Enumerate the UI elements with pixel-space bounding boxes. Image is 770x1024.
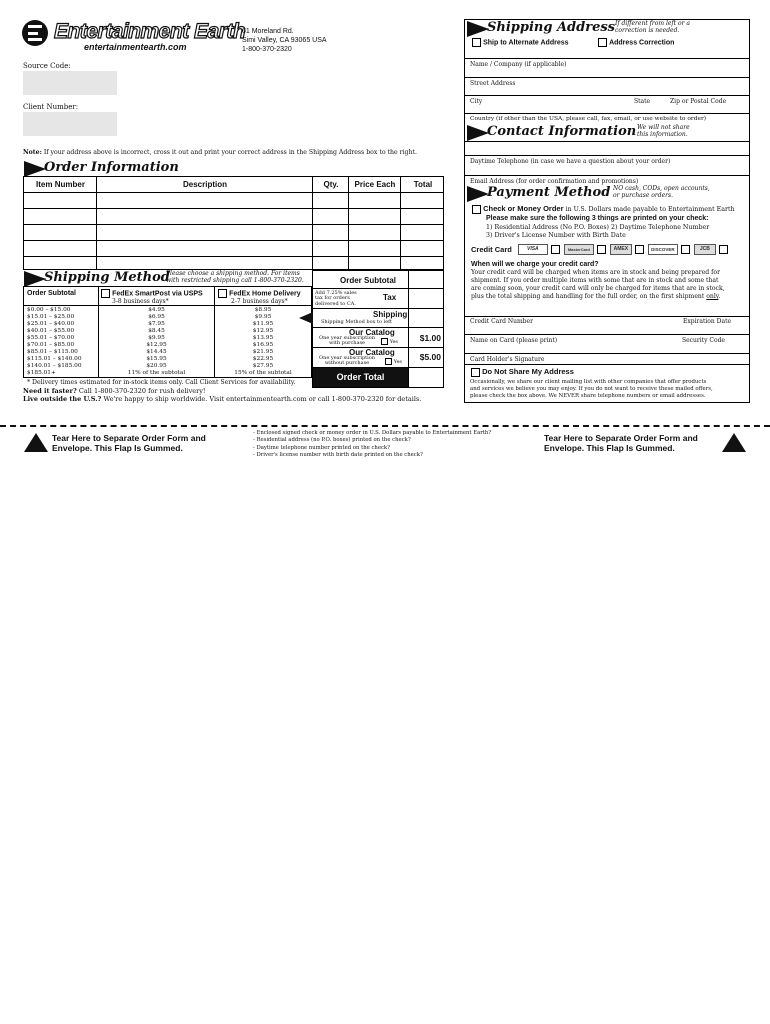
rate-usps: $14.45 <box>146 349 167 355</box>
catalog1-note-1: One year subscription <box>319 335 375 341</box>
name-company-label: Name / Company (if applicable) <box>470 61 567 68</box>
company-logo <box>22 20 246 54</box>
catalog1-yes-label: Yes <box>389 339 398 345</box>
zip-label: Zip or Postal Code <box>670 98 727 105</box>
credit-card-row <box>471 244 728 255</box>
tear-arrow-left-icon <box>24 433 48 452</box>
ship-addr-note-2: correction is needed. <box>615 26 680 34</box>
order-row-5[interactable] <box>24 257 443 269</box>
shipping-footnote: * Delivery times estimated for in-stock items only. Call Client Services for availability. <box>27 379 296 386</box>
shipping-rates-table <box>23 286 312 378</box>
rate-range: $0.00 – $15.00 <box>27 307 71 313</box>
contact-note-1: We will not share <box>637 124 690 131</box>
cc-number-label: Credit Card Number <box>470 318 533 325</box>
daytime-phone-label: Daytime Telephone (in case we have a question about your order) <box>470 158 671 165</box>
order-row-1[interactable] <box>24 193 443 208</box>
name-on-card-field[interactable] <box>465 326 750 334</box>
tax-note-1: Add 7.25% sales <box>315 290 357 296</box>
home-delivery-days: 2-7 business days* <box>231 298 288 305</box>
name-on-card-label: Name on Card (please print) <box>470 337 558 344</box>
rate-range: $115.01 – $140.00 <box>27 356 82 362</box>
arrow-icon <box>467 21 489 37</box>
usps-days: 3-8 business days* <box>112 298 169 305</box>
alternate-address-checkbox[interactable] <box>472 38 481 47</box>
signature-label: Card Holder's Signature <box>470 356 545 363</box>
arrow-icon <box>24 271 46 287</box>
usps-label: FedEx SmartPost via USPS <box>112 290 203 298</box>
tear-right-line-2: Envelope. This Flap Is Gummed. <box>544 443 675 453</box>
shipping-method-title: Shipping Method <box>44 270 170 285</box>
payment-method-title: Payment Method <box>487 185 611 200</box>
contact-information-header <box>467 124 747 141</box>
catalog-with-purchase-label: Our Catalog <box>349 328 395 337</box>
company-phone: 1-800-370-2320 <box>242 46 292 53</box>
tax-label: Tax <box>383 293 397 302</box>
check-money-order-label: Check or Money Order <box>483 204 564 213</box>
need-it-faster <box>23 387 421 403</box>
daytime-phone-field[interactable] <box>465 142 750 155</box>
city-state-zip-field[interactable] <box>465 96 750 112</box>
do-not-share-checkbox[interactable] <box>471 368 480 377</box>
usps-checkbox[interactable] <box>101 289 110 298</box>
shipping-method-header <box>24 270 314 287</box>
expiration-label: Expiration Date <box>683 318 732 325</box>
name-company-field[interactable] <box>465 59 750 76</box>
contact-information-title: Contact Information <box>487 124 637 139</box>
jcb-icon: JCB <box>694 244 716 255</box>
order-subtotal-label: Order Subtotal <box>339 276 396 285</box>
payment-method-header <box>467 185 747 202</box>
rate-range: $185.01+ <box>27 370 56 376</box>
order-row-3[interactable] <box>24 225 443 240</box>
privacy-line-2: and services we believe you may enjoy. If you do not want to receive these mailed offers, <box>470 385 713 392</box>
mastercard-icon: MasterCard <box>564 244 594 255</box>
order-information-title: Order Information <box>44 160 179 175</box>
check-money-order-option[interactable] <box>472 204 735 214</box>
note-prefix: Note: <box>23 149 42 156</box>
rate-home: $27.95 <box>252 363 274 369</box>
order-row-4[interactable] <box>24 241 443 256</box>
rate-range: $40.01 – $55.00 <box>27 328 75 334</box>
address-note <box>23 149 417 156</box>
arrow-icon <box>24 161 46 177</box>
shipping-address-title: Shipping Address <box>487 20 615 35</box>
do-not-share-option[interactable] <box>471 367 574 377</box>
charge-line-3: are coming soon, your credit card will only be charged for items that are in stock, <box>471 285 725 292</box>
contact-note-2: this information. <box>637 130 688 138</box>
rate-range: $70.01 – $85.00 <box>27 342 75 348</box>
rates-col-subtotal: Order Subtotal <box>27 290 77 297</box>
amex-checkbox[interactable] <box>635 245 644 254</box>
arrow-icon <box>467 125 489 141</box>
home-delivery-label: FedEx Home Delivery <box>229 290 301 298</box>
check-reminder-2: - Residential address (no P.O. boxes) printed on the check? <box>253 437 411 444</box>
shipping-note-2: with restricted shipping call 1-800-370-2320. <box>166 276 304 284</box>
rate-home: $13.95 <box>252 335 274 341</box>
street-address-field[interactable] <box>465 78 750 94</box>
rate-home: $12.95 <box>252 328 274 334</box>
rate-range: $55.01 – $70.00 <box>27 335 75 341</box>
check-note: in U.S. Dollars made payable to Entertainment Earth <box>565 206 735 213</box>
address-correction-label: Address Correction <box>609 39 675 47</box>
signature-field[interactable] <box>465 345 750 353</box>
order-total-label: Order Total <box>313 368 408 387</box>
tear-line <box>0 425 770 427</box>
note-text: If your address above is incorrect, cross it out and print your correct address in the Shipping Address box to the right. <box>43 149 417 156</box>
catalog2-yes-option[interactable] <box>385 358 402 365</box>
rate-range: $25.01 – $40.00 <box>27 321 75 327</box>
need-faster-label: Need it faster? <box>23 387 77 395</box>
check-reminder-1: - Enclosed signed check or money order in U.S. Dollars payable to Entertainment Earth? <box>253 430 492 436</box>
col-price-each: Price Each <box>354 180 396 189</box>
tax-note-2: tax for orders <box>315 295 350 302</box>
address-correction-checkbox[interactable] <box>598 38 607 47</box>
source-code-label: Source Code: <box>23 62 71 70</box>
privacy-line-1: Occasionally, we share our client mailing list with other companies that offer products <box>470 379 707 385</box>
security-code-label: Security Code <box>682 337 725 344</box>
catalog1-checkbox[interactable] <box>381 338 388 345</box>
company-address <box>242 27 327 54</box>
tear-left-line-2: Envelope. This Flap Is Gummed. <box>52 443 183 453</box>
check-item-2: 3) Driver's License Number with Birth Date <box>486 232 626 239</box>
tax-note-3: delivered to CA. <box>315 300 356 307</box>
catalog-without-purchase-label: Our Catalog <box>349 348 395 357</box>
rate-range: $140.01 – $185.00 <box>27 363 82 369</box>
charge-only: only <box>706 293 719 300</box>
alternate-address-option[interactable] <box>472 38 569 47</box>
col-description: Description <box>182 180 227 189</box>
discover-icon: DISCOVER <box>648 244 678 255</box>
charge-line-4: plus the total shipping and handling for the full order, on the first shipment <box>471 293 705 300</box>
client-number-field[interactable] <box>23 112 117 136</box>
street-address-label: Street Address <box>470 80 516 87</box>
city-label: City <box>470 98 483 105</box>
shipping-label: Shipping <box>373 310 408 319</box>
source-code-field[interactable] <box>23 71 117 95</box>
catalog1-note-2: with purchase <box>328 340 366 346</box>
rate-home: $21.95 <box>252 349 274 355</box>
address-correction-option[interactable] <box>598 38 674 47</box>
col-item-number: Item Number <box>36 180 85 189</box>
rate-usps: $9.95 <box>148 335 165 341</box>
discover-checkbox[interactable] <box>681 245 690 254</box>
check-item-1: 1) Residential Address (No P.O. Boxes) 2) Daytime Telephone Number <box>486 224 710 231</box>
check-reminder-4: - Driver's license number with birth date printed on the check? <box>253 451 423 458</box>
charge-line-1: Your credit card will be charged when items are in stock and being prepared for <box>471 269 720 276</box>
check-instructions: Please make sure the following 3 things are printed on your check: <box>486 215 709 222</box>
rate-usps: $4.95 <box>148 307 165 313</box>
do-not-share-label: Do Not Share My Address <box>482 367 574 376</box>
catalog2-note <box>319 356 375 366</box>
rate-usps: $7.95 <box>148 321 165 327</box>
privacy-line-3: please check the box above. We NEVER share telephone numbers or email addresses. <box>470 392 706 399</box>
catalog2-note-2: without purchase <box>324 360 370 366</box>
rate-home: 15% of the subtotal <box>234 370 292 376</box>
international-text: We're happy to ship worldwide. Visit entertainmentearth.com or call 1-800-370-2320 for details. <box>103 395 422 403</box>
col-qty: Qty. <box>323 180 339 189</box>
catalog2-yes-label: Yes <box>393 359 402 365</box>
rate-home: $16.95 <box>252 342 274 348</box>
country-field[interactable] <box>465 114 750 124</box>
shipping-note-1: Please choose a shipping method. For items <box>166 270 300 277</box>
rate-usps: $12.95 <box>146 342 167 348</box>
amex-icon: AMEX <box>610 244 632 255</box>
rate-usps: $20.95 <box>146 363 167 369</box>
rate-range: $15.01 – $25.00 <box>27 314 75 320</box>
alternate-address-label: Ship to Alternate Address <box>483 39 569 47</box>
check-money-order-checkbox[interactable] <box>472 205 481 214</box>
email-label: Email Address (for order confirmation and promotions) <box>470 178 639 185</box>
mastercard-checkbox[interactable] <box>597 245 606 254</box>
tax-note <box>315 291 357 307</box>
catalog2-price: $5.00 <box>419 352 441 362</box>
state-label: State <box>634 98 651 105</box>
shipping-total-note: Shipping Method box to left <box>321 319 393 325</box>
tear-left-line-1: Tear Here to Separate Order Form and <box>52 433 206 443</box>
check-reminder-3: - Daytime telephone number printed on the check? <box>253 444 390 451</box>
catalog2-note-1: One year subscription <box>319 355 375 361</box>
charge-explanation: Your credit card will be charged when items are in stock and being prepared for shipment. If you order multiple items with some that are in stock and some that are coming soon, your credit card will only be charged for items that are in stock, plus the total shipping and handling for the full order, on the first shipment only. <box>471 269 725 300</box>
country-label: Country (if other than the USA, please call, fax, email, or use website to order) <box>470 116 707 122</box>
tear-arrow-right-icon <box>722 433 746 452</box>
home-delivery-option[interactable] <box>218 289 301 298</box>
need-faster-text: Call 1-800-370-2320 for rush delivery! <box>78 387 206 395</box>
logo-url: entertainmentearth.com <box>84 42 187 52</box>
usps-option[interactable] <box>101 289 203 298</box>
rate-usps: $15.95 <box>146 356 167 362</box>
rate-usps: $8.45 <box>148 328 165 334</box>
payment-note-1: NO cash, CODs, open accounts, <box>613 185 710 192</box>
shipping-arrow-icon <box>299 312 313 324</box>
order-items-table <box>23 176 444 270</box>
tear-note-left <box>52 433 206 453</box>
logo-name: Entertainment Earth <box>54 20 246 43</box>
address-line1: 61 Moreland Rd. <box>242 28 294 35</box>
check-reminder <box>253 430 491 459</box>
home-delivery-checkbox[interactable] <box>218 289 227 298</box>
payment-note-2: or purchase orders. <box>613 191 674 199</box>
rate-home: $11.95 <box>252 321 274 327</box>
charge-question: When will we charge your credit card? <box>471 261 599 268</box>
privacy-text <box>470 379 713 399</box>
shipping-address-header <box>467 20 747 37</box>
rate-home: $22.95 <box>252 356 274 362</box>
jcb-checkbox[interactable] <box>719 245 728 254</box>
rate-home: $8.95 <box>254 307 272 313</box>
catalog1-price: $1.00 <box>419 333 441 343</box>
client-number-label: Client Number: <box>23 103 79 111</box>
catalog1-yes-option[interactable] <box>381 338 398 345</box>
rate-usps: $6.95 <box>148 314 165 320</box>
visa-checkbox[interactable] <box>551 245 560 254</box>
catalog1-note <box>319 336 375 346</box>
credit-card-label: Credit Card <box>471 245 512 254</box>
rate-usps: 11% of the subtotal <box>127 370 186 376</box>
arrow-icon <box>467 186 489 202</box>
charge-line-2: shipment. If you order multiple items with some that are in stock and some that <box>471 277 719 284</box>
order-row-2[interactable] <box>24 209 443 224</box>
address-line2: Simi Valley, CA 93065 USA <box>242 37 327 44</box>
catalog2-checkbox[interactable] <box>385 358 392 365</box>
col-total: Total <box>413 180 433 189</box>
rate-range: $85.01 – $115.00 <box>27 349 78 355</box>
international-label: Live outside the U.S.? <box>23 395 102 403</box>
order-information-header <box>24 160 444 177</box>
ship-addr-note-1: If different from left or a <box>615 20 690 27</box>
rate-home: $9.95 <box>254 314 272 320</box>
visa-icon: VISA <box>518 244 548 255</box>
tear-right-line-1: Tear Here to Separate Order Form and <box>544 433 698 443</box>
totals-box <box>312 270 444 388</box>
tear-note-right <box>544 433 698 453</box>
